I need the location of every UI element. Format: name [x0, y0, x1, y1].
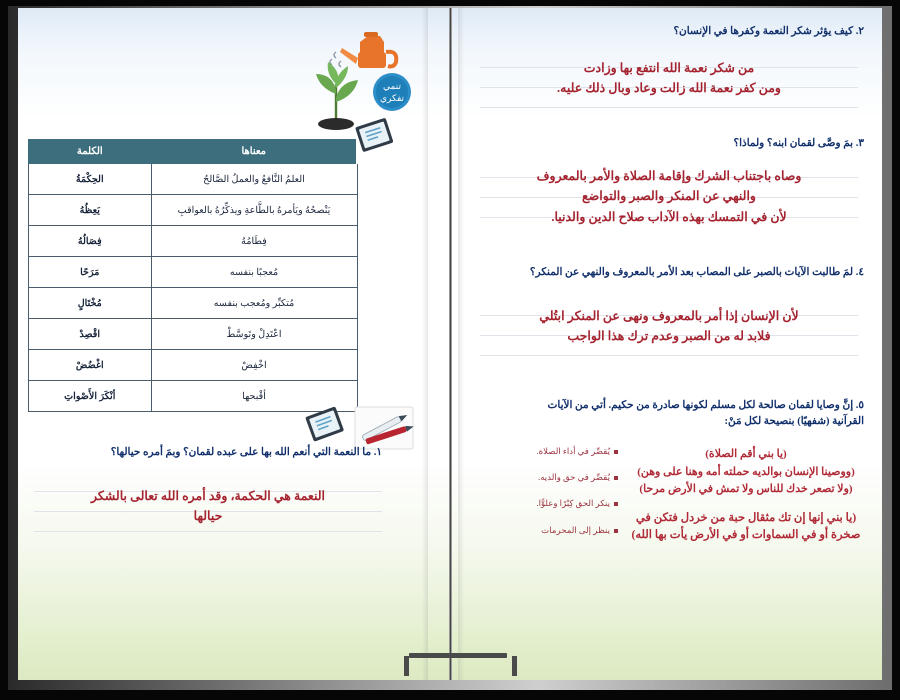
question-5-body — [468, 446, 868, 551]
question-5-text-line1: إنَّ وصايا لقمان صالحة لكل مسلم لكونها صادرة من حكيم. أتي من الآيات — [547, 400, 854, 411]
question-5-number: ٥. — [855, 400, 864, 411]
table-row — [29, 257, 358, 288]
list-item — [468, 525, 618, 536]
book-spread — [18, 8, 882, 680]
verse-line: (ووصينا الإنسان بوالديه حملته أمه وهنا على وهن) — [637, 465, 855, 478]
page-edge-right — [458, 8, 464, 680]
question-1-answer-area[interactable] — [34, 472, 382, 534]
verse-line: (ولا تصعر خدك للناس ولا تمش في الأرض مرحا) — [639, 483, 853, 495]
answer-line: من شكر نعمة الله انتفع بها وزادت — [583, 61, 755, 75]
table-row — [29, 195, 358, 226]
water-drops-icon — [330, 52, 341, 67]
table-body — [29, 164, 358, 412]
question-4-answer-area[interactable] — [480, 296, 858, 358]
bullet-dot-icon — [614, 476, 618, 480]
cell-word: فِصَالُهُ — [29, 226, 152, 257]
right-page — [450, 8, 882, 680]
cell-word: اقْصِدْ — [29, 319, 152, 350]
question-5-heading — [472, 398, 864, 431]
icon-cluster-svg — [308, 22, 428, 152]
skill-badge-icon — [373, 73, 411, 111]
cell-word: اغْضُضْ — [29, 350, 152, 381]
cell-meaning: اعْتَدِلْ وتَوسَّطْ — [151, 319, 357, 350]
left-page — [18, 8, 450, 680]
cell-word: مُخْتَالٍ — [29, 288, 152, 319]
question-4-text: لمَ طالبت الآيات بالصبر على المصاب بعد الأمر بالمعروف والنهي عن المنكر؟ — [529, 267, 854, 278]
answer-line: ومن كفر نعمة الله زالت وعاد وبال ذلك عليه. — [557, 81, 781, 96]
question-2-answer-area[interactable] — [480, 48, 858, 110]
plant-sprout-icon — [316, 62, 358, 130]
question-3-number: ٣. — [855, 138, 864, 149]
question-5-verse-answers[interactable] — [624, 446, 868, 551]
question-4-number: ٤. — [855, 267, 864, 278]
answer-line: لأن الإنسان إذا أمر بالمعروف ونهى عن المنكر ابتُلي — [539, 309, 799, 323]
question-2-heading — [474, 24, 864, 40]
badge-line2: تفكري — [379, 93, 405, 103]
list-item — [468, 472, 618, 483]
badge-line1: تنمي — [383, 81, 401, 91]
question-1-text: ما النعمة التي أنعم الله بها على عبده لقمان؟ وبمَ أمره حيالها؟ — [110, 447, 372, 458]
table-row — [29, 226, 358, 257]
question-5-bullet-list — [468, 446, 618, 551]
list-item-label: يُقصِّر في حق والديه. — [538, 472, 610, 483]
pens-paper-icon — [355, 407, 415, 449]
question-3-text: بمَ وصَّى لقمان ابنه؟ ولماذا؟ — [733, 138, 854, 149]
decorative-icon-cluster — [308, 22, 428, 152]
cell-meaning: فِطَامُهُ — [151, 226, 357, 257]
cell-meaning: يَنْصحُهُ ويَأمرهُ بالطَّاعةِ ويذكِّرُهُ بالعواقبِ — [151, 195, 357, 226]
question-3-heading — [474, 136, 864, 152]
list-item-label: ينظر إلى المحرمات — [541, 524, 610, 535]
cell-meaning: العلمُ النَّافعُ والعملُ الصَّالحُ — [151, 164, 357, 195]
list-item — [468, 446, 618, 457]
cell-meaning: أقْبحها — [151, 381, 357, 412]
cell-meaning: مُتكبِّر ومُعجب بنفسه — [151, 288, 357, 319]
table-row — [29, 164, 358, 195]
page-edge-left — [422, 8, 428, 680]
list-item — [468, 498, 618, 509]
book-icon — [355, 118, 393, 152]
column-header-word: الكلمة — [29, 140, 152, 164]
answer-line: وصاه باجتناب الشرك وإقامة الصلاة والأمر بالمعروف — [536, 169, 802, 183]
table-row — [29, 350, 358, 381]
answer-line: حيالها — [193, 509, 223, 524]
bullet-dot-icon — [614, 529, 618, 533]
cell-word: الحِكْمَةُ — [29, 164, 152, 195]
answer-line: النعمة هي الحكمة، وقد أمره الله تعالى بالشكر — [90, 489, 325, 503]
bullet-dot-icon — [614, 502, 618, 506]
list-item-label: ينكر الحق كِبْرًا وعلوًّا. — [536, 498, 610, 509]
table-header — [29, 140, 358, 164]
vocabulary-table — [28, 139, 358, 412]
table-header-row — [29, 140, 358, 164]
table-row — [29, 288, 358, 319]
question-2-number: ٢. — [855, 26, 864, 37]
cell-word: يَعِظُهُ — [29, 195, 152, 226]
cell-word: مَرَحًا — [29, 257, 152, 288]
book-spine — [449, 8, 452, 680]
column-header-meaning: معناها — [151, 140, 357, 164]
verse-block: (يا بني إنها إن تك مثقال حبة من خردل فتكن في صخرة أو في السماوات أو في الأرض يأت بها الله) — [631, 511, 861, 541]
book-stand-bar — [409, 653, 507, 658]
bullet-dot-icon — [614, 450, 618, 454]
question-3-answer-area[interactable] — [480, 158, 858, 236]
list-item-label: يُقصِّر في أداء الصلاة. — [536, 446, 610, 456]
book-stand-leg-right — [512, 656, 517, 676]
cell-word: أنْكَرَ الأَصْواتِ — [29, 381, 152, 412]
cell-meaning: اخْفِضْ — [151, 350, 357, 381]
question-1-heading — [32, 445, 382, 461]
answer-line: فلابد له من الصبر وعدم ترك هذا الواجب — [567, 329, 771, 344]
book-stand-leg-left — [404, 656, 409, 676]
question-5-text-line2: القرآنية (شفهيًا) بنصيحة لكل مَنْ: — [724, 416, 864, 428]
answer-line: والنهي عن المنكر والصبر والتواضع — [582, 189, 756, 204]
watering-can-icon — [340, 32, 396, 68]
question-1-number: ١. — [373, 447, 382, 458]
answer-line: لأن في التمسك بهذه الآداب صلاح الدين والدنيا. — [551, 209, 787, 224]
cell-meaning: مُعجبًا بنفسه — [151, 257, 357, 288]
question-2-text: كيف يؤثر شكر النعمة وكفرها في الإنسان؟ — [673, 26, 854, 37]
table-row — [29, 319, 358, 350]
question-4-heading — [472, 265, 864, 281]
book-icon — [305, 406, 344, 441]
verse-line: (يا بني أقم الصلاة) — [705, 448, 787, 460]
